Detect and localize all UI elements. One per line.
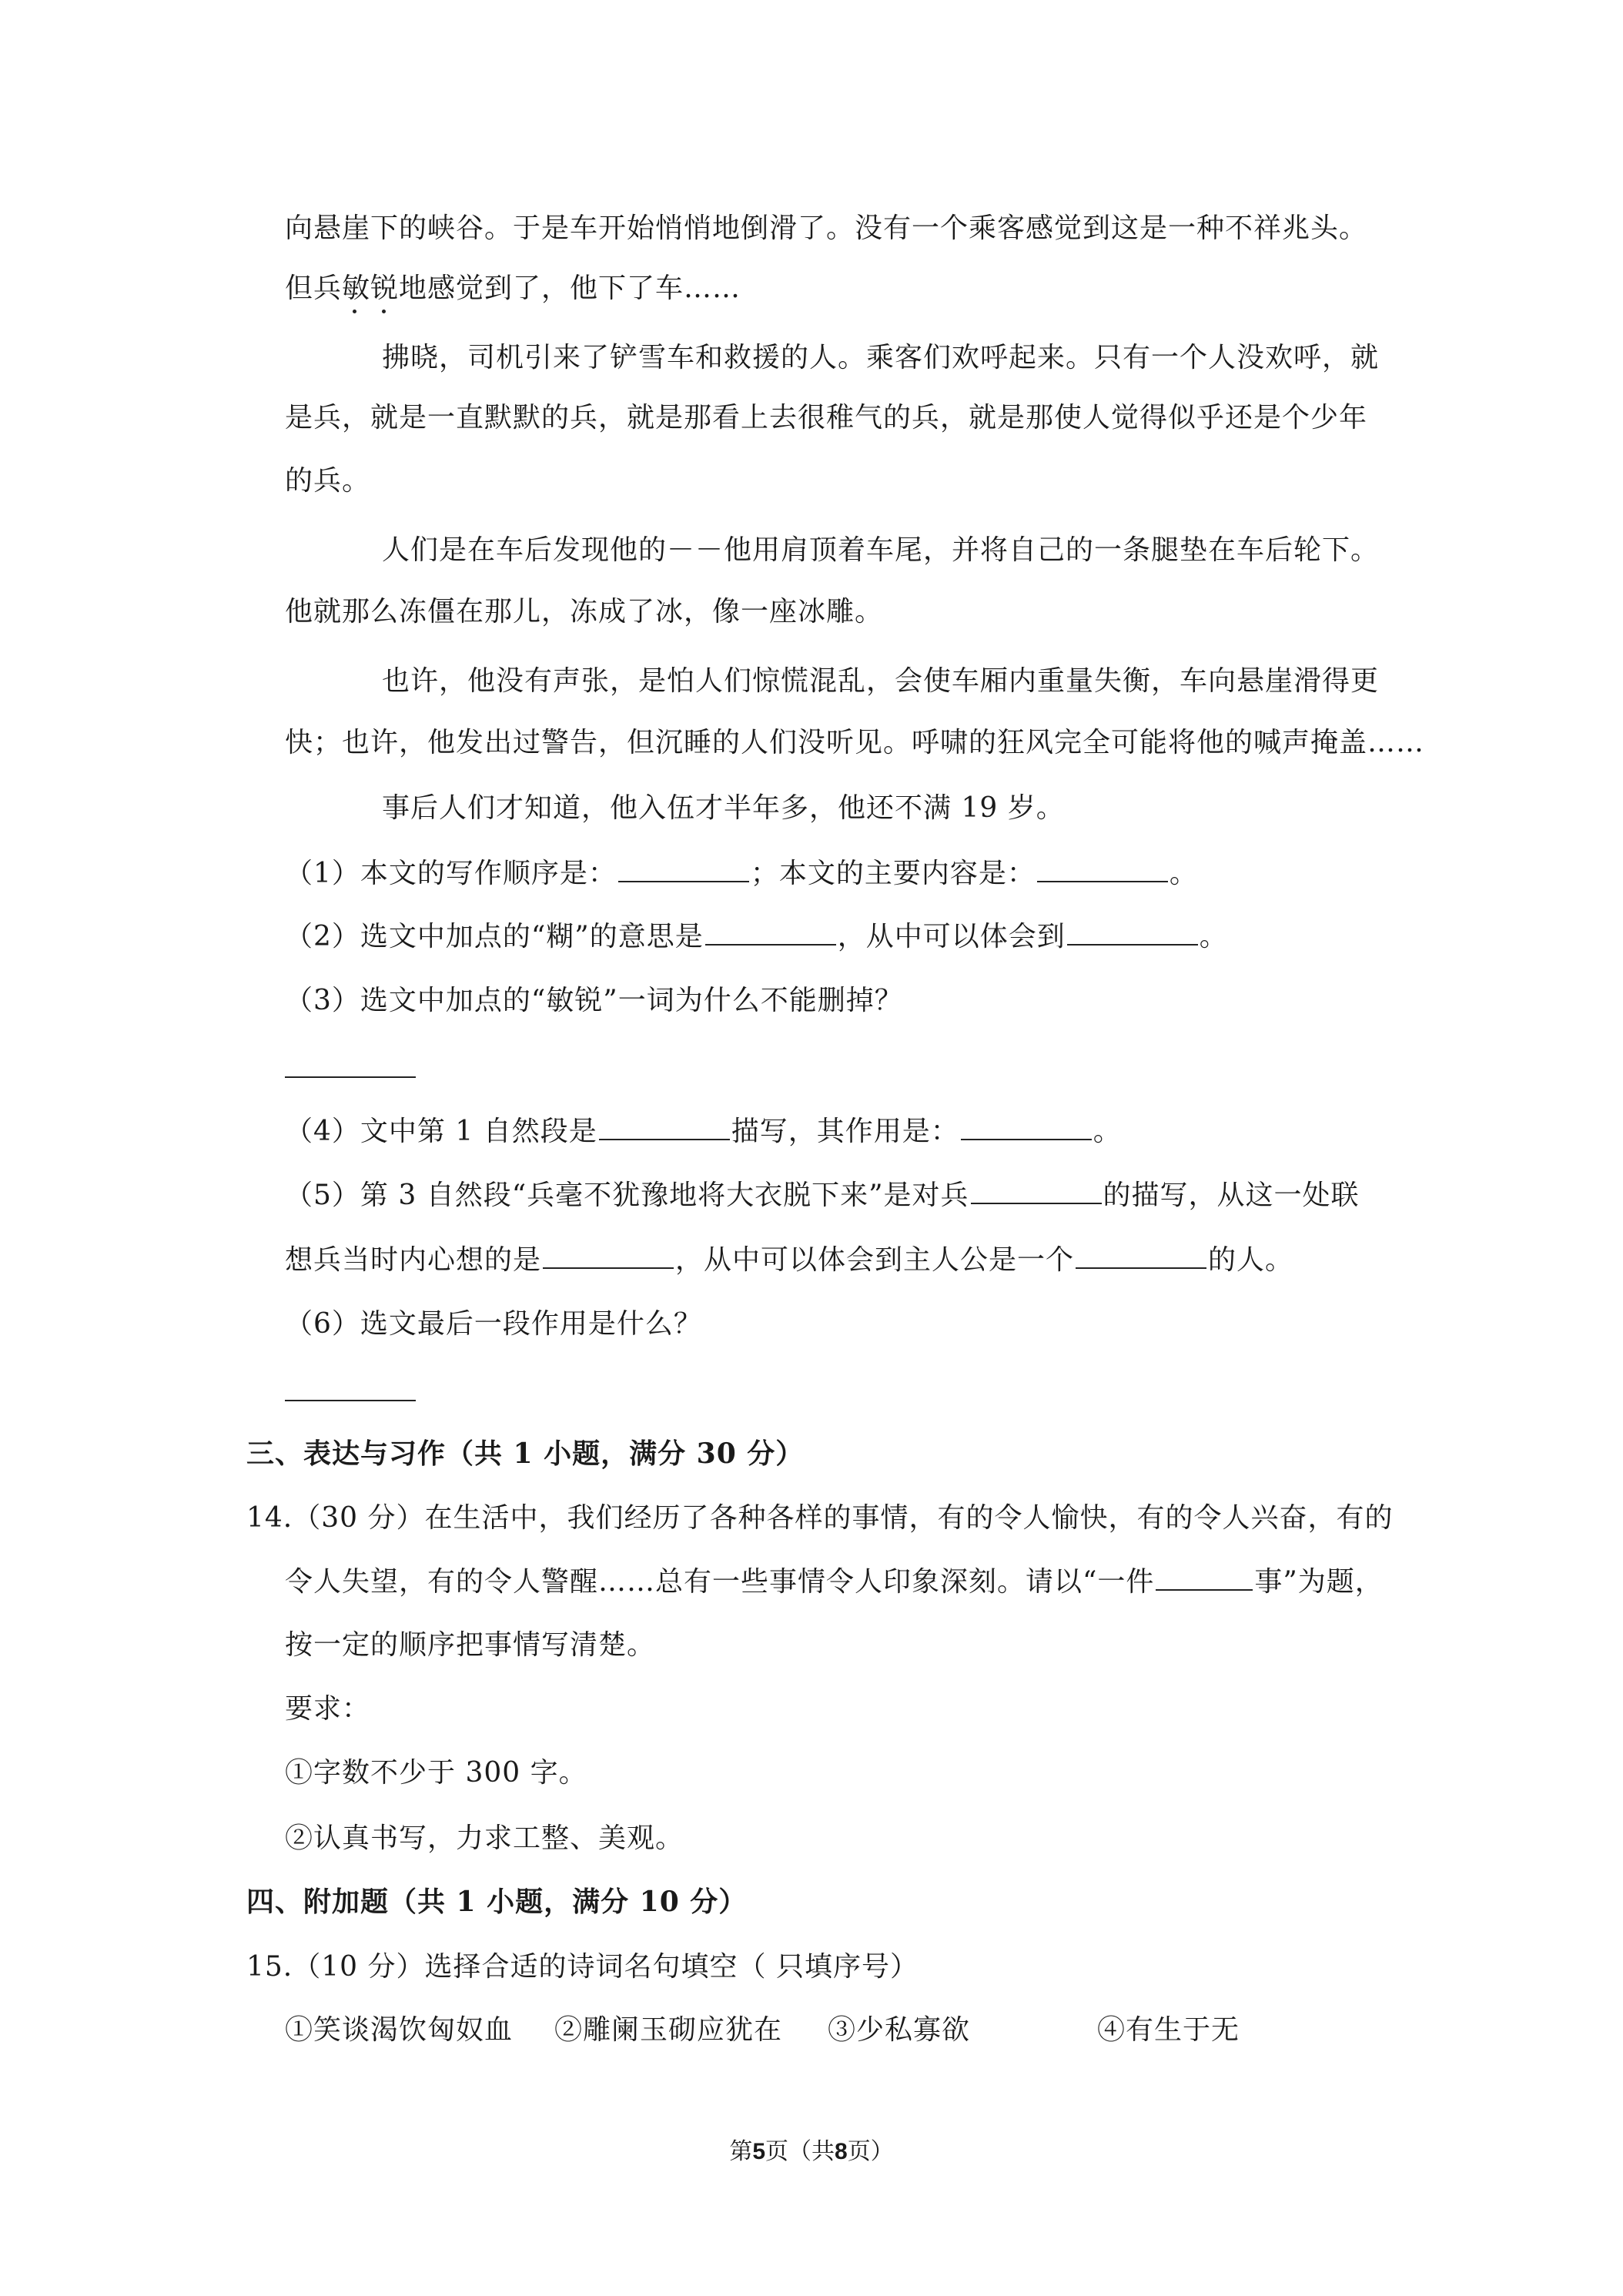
answer-blank[interactable] — [971, 1176, 1102, 1204]
answer-blank[interactable] — [543, 1241, 674, 1269]
question-15: 15.（10 分）选择合适的诗词名句填空（ 只填序号） — [246, 1951, 919, 1983]
passage-line-5: 的兵。 — [285, 465, 371, 497]
question-5-line-1 — [285, 1176, 1360, 1215]
answer-blank[interactable] — [618, 855, 749, 882]
question-1 — [285, 855, 1198, 893]
question-3: （3）选文中加点的“敏锐”一词为什么不能删掉？ — [285, 985, 903, 1016]
question-14-text: 事”为题， — [1254, 1566, 1384, 1598]
section-3-heading: 三、表达与习作（共 1 小题，满分 30 分） — [246, 1438, 805, 1470]
answer-blank[interactable] — [961, 1113, 1092, 1140]
answer-blank[interactable] — [599, 1113, 730, 1140]
passage-line-10: 事后人们才知道，他入伍才半年多，他还不满 19 岁。 — [382, 792, 1065, 824]
section-4-heading: 四、附加题（共 1 小题，满分 10 分） — [246, 1886, 748, 1918]
option-3: ③少私寡欲 — [828, 2014, 971, 2046]
question-14-line-3: 按一定的顺序把事情写清楚。 — [285, 1629, 656, 1661]
answer-blank[interactable] — [1067, 918, 1198, 946]
question-2-text: （2）选文中加点的“糊”的意思是 — [285, 921, 704, 952]
emphasis-dot — [382, 310, 386, 313]
question-5-text: 的描写，从这一处联 — [1103, 1180, 1360, 1211]
question-1-text: ；本文的主要内容是： — [750, 858, 1036, 889]
question-2-text: ，从中可以体会到 — [837, 921, 1066, 952]
option-2: ②雕阑玉砌应犹在 — [554, 2014, 783, 2046]
option-4: ④有生于无 — [1097, 2014, 1240, 2046]
page-footer — [0, 2137, 1623, 2167]
requirement-1: ①字数不少于 300 字。 — [285, 1757, 587, 1789]
question-14-text: 令人失望，有的令人警醒……总有一些事情令人印象深刻。请以“一件 — [285, 1566, 1155, 1598]
question-1-text: （1）本文的写作顺序是： — [285, 858, 617, 889]
footer-text: 页） — [847, 2138, 894, 2165]
passage-line-8: 也许，他没有声张，是怕人们惊慌混乱，会使车厢内重量失衡，车向悬崖滑得更 — [382, 665, 1380, 697]
question-5-text: ，从中可以体会到主人公是一个 — [675, 1244, 1075, 1276]
page-total: 8 — [835, 2139, 848, 2164]
option-1: ①笑谈渴饮匈奴血 — [285, 2014, 514, 2046]
question-5-line-2 — [285, 1241, 1293, 1280]
passage-line-9: 快；也许，他发出过警告，但沉睡的人们没听见。呼啸的狂风完全可能将他的喊声掩盖…… — [285, 727, 1425, 758]
question-4-text: 。 — [1093, 1116, 1122, 1147]
question-4 — [285, 1113, 1122, 1151]
answer-blank[interactable] — [1037, 855, 1168, 882]
question-2 — [285, 918, 1228, 956]
answer-blank[interactable] — [705, 918, 836, 946]
passage-line-2: 但兵敏锐地感觉到了，他下了车…… — [285, 273, 741, 304]
question-14-line-2 — [285, 1563, 1384, 1602]
passage-line-1: 向悬崖下的峡谷。于是车开始悄悄地倒滑了。没有一个乘客感觉到这是一种不祥兆头。 — [285, 213, 1368, 244]
answer-blank[interactable] — [1156, 1563, 1253, 1591]
question-2-text: 。 — [1199, 921, 1228, 952]
passage-line-6: 人们是在车后发现他的－－他用肩顶着车尾，并将自己的一条腿垫在车后轮下。 — [382, 534, 1380, 566]
emphasis-dot — [353, 310, 356, 313]
requirement-2: ②认真书写，力求工整、美观。 — [285, 1822, 684, 1854]
question-5-text: 想兵当时内心想的是 — [285, 1244, 542, 1276]
footer-text: 页（共 — [765, 2138, 835, 2165]
passage-line-3: 拂晓，司机引来了铲雪车和救援的人。乘客们欢呼起来。只有一个人没欢呼，就 — [382, 342, 1380, 373]
question-1-text: 。 — [1169, 858, 1198, 889]
page-number: 5 — [752, 2139, 765, 2164]
passage-line-4: 是兵，就是一直默默的兵，就是那看上去很稚气的兵，就是那使人觉得似乎还是个少年 — [285, 402, 1368, 433]
answer-line[interactable] — [285, 1076, 416, 1078]
requirements-label: 要求： — [285, 1693, 371, 1725]
question-6: （6）选文最后一段作用是什么？ — [285, 1308, 702, 1340]
question-4-text: （4）文中第 1 自然段是 — [285, 1116, 597, 1147]
question-4-text: 描写，其作用是： — [731, 1116, 959, 1147]
answer-line[interactable] — [285, 1400, 416, 1401]
footer-text: 第 — [729, 2138, 753, 2165]
question-5-text: 的人。 — [1208, 1244, 1294, 1276]
answer-blank[interactable] — [1076, 1241, 1206, 1269]
question-5-text: （5）第 3 自然段“兵毫不犹豫地将大衣脱下来”是对兵 — [285, 1180, 969, 1211]
question-14-line-1: 14.（30 分）在生活中，我们经历了各种各样的事情，有的令人愉快，有的令人兴奋，有的 — [246, 1502, 1394, 1534]
passage-line-7: 他就那么冻僵在那儿，冻成了冰，像一座冰雕。 — [285, 596, 884, 628]
